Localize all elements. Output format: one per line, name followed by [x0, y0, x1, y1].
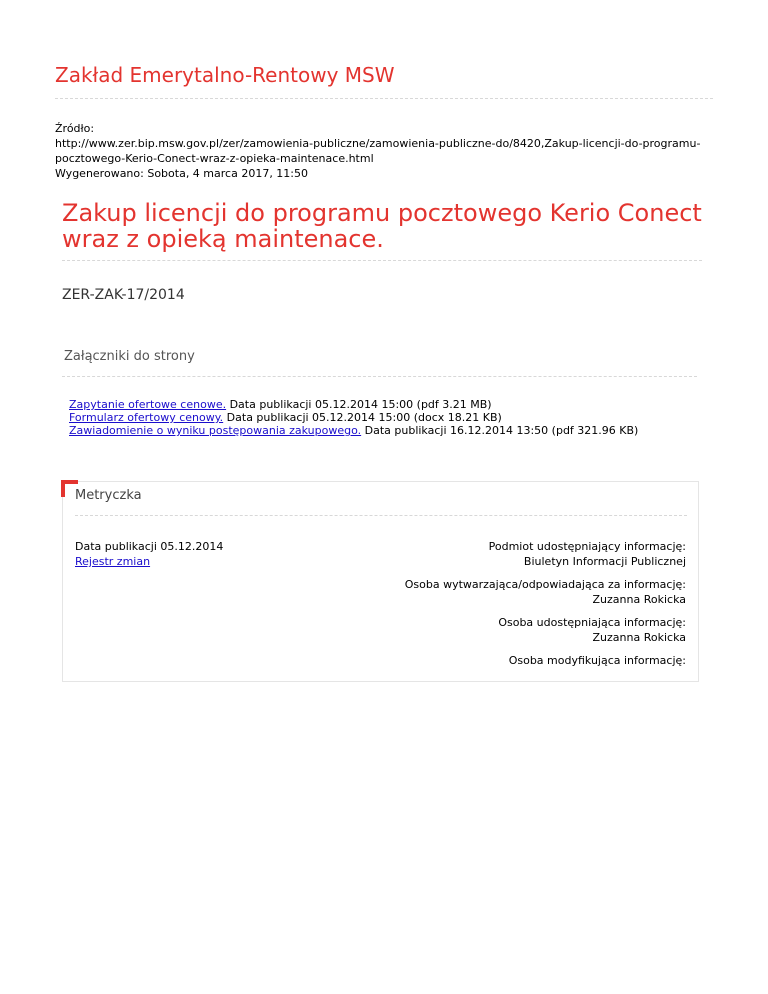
attachment-item — [69, 398, 638, 411]
metryczka-box — [62, 481, 699, 682]
generated-timestamp: Wygenerowano: Sobota, 4 marca 2017, 11:50 — [55, 167, 309, 180]
publication-date: Data publikacji 05.12.2014 — [75, 540, 224, 553]
attachment-info: Data publikacji 05.12.2014 15:00 (pdf 3.21 MB) — [226, 398, 492, 411]
metryczka-entry — [326, 653, 686, 668]
metryczka-entry — [326, 577, 686, 607]
attachments-list — [69, 398, 638, 437]
entry-label: Osoba modyfikująca informację: — [508, 654, 686, 667]
corner-accent — [61, 480, 78, 484]
site-title-divider — [55, 98, 713, 99]
site-title: Zakład Emerytalno-Rentowy MSW — [55, 63, 395, 87]
source-label: Źródło: — [55, 122, 95, 135]
attachment-item — [69, 424, 638, 437]
entry-label: Osoba wytwarzająca/odpowiadająca za informację: — [404, 578, 686, 591]
metryczka-title: Metryczka — [75, 488, 142, 503]
metryczka-divider — [75, 515, 687, 516]
document-title: Zakup licencji do programu pocztowego Kerio Conect wraz z opieką maintenace. — [62, 199, 702, 253]
attachment-link-zapytanie[interactable]: Zapytanie ofertowe cenowe. — [69, 398, 227, 411]
changes-register-link[interactable]: Rejestr zmian — [75, 555, 151, 568]
metryczka-entry — [326, 615, 686, 645]
source-info — [55, 121, 725, 181]
entry-value: Zuzanna Rokicka — [592, 631, 686, 644]
reference-number: ZER-ZAK-17/2014 — [62, 287, 185, 303]
attachment-link-formularz[interactable]: Formularz ofertowy cenowy. — [69, 411, 224, 424]
metryczka-left-column — [75, 539, 223, 569]
entry-value: Zuzanna Rokicka — [592, 593, 686, 606]
attachment-link-zawiadomienie[interactable]: Zawiadomienie o wyniku postępowania zakupowego. — [69, 424, 362, 437]
entry-value: Biuletyn Informacji Publicznej — [523, 555, 686, 568]
attachments-divider — [62, 376, 697, 377]
source-url-line-2: pocztowego-Kerio-Conect-wraz-z-opieka-maintenace.html — [55, 152, 374, 165]
source-url-line-1: http://www.zer.bip.msw.gov.pl/zer/zamowienia-publiczne/zamowienia-publiczne-do/8420,Zakup-licencji-do-programu- — [55, 137, 701, 150]
metryczka-entry — [326, 539, 686, 569]
attachment-info: Data publikacji 16.12.2014 13:50 (pdf 321.96 KB) — [361, 424, 639, 437]
document-title-divider — [62, 260, 702, 261]
entry-label: Podmiot udostępniający informację: — [488, 540, 686, 553]
attachment-info: Data publikacji 05.12.2014 15:00 (docx 18.21 KB) — [223, 411, 502, 424]
entry-label: Osoba udostępniająca informację: — [498, 616, 686, 629]
metryczka-right-column — [326, 539, 686, 676]
attachments-heading: Załączniki do strony — [64, 349, 195, 364]
attachment-item — [69, 411, 638, 424]
